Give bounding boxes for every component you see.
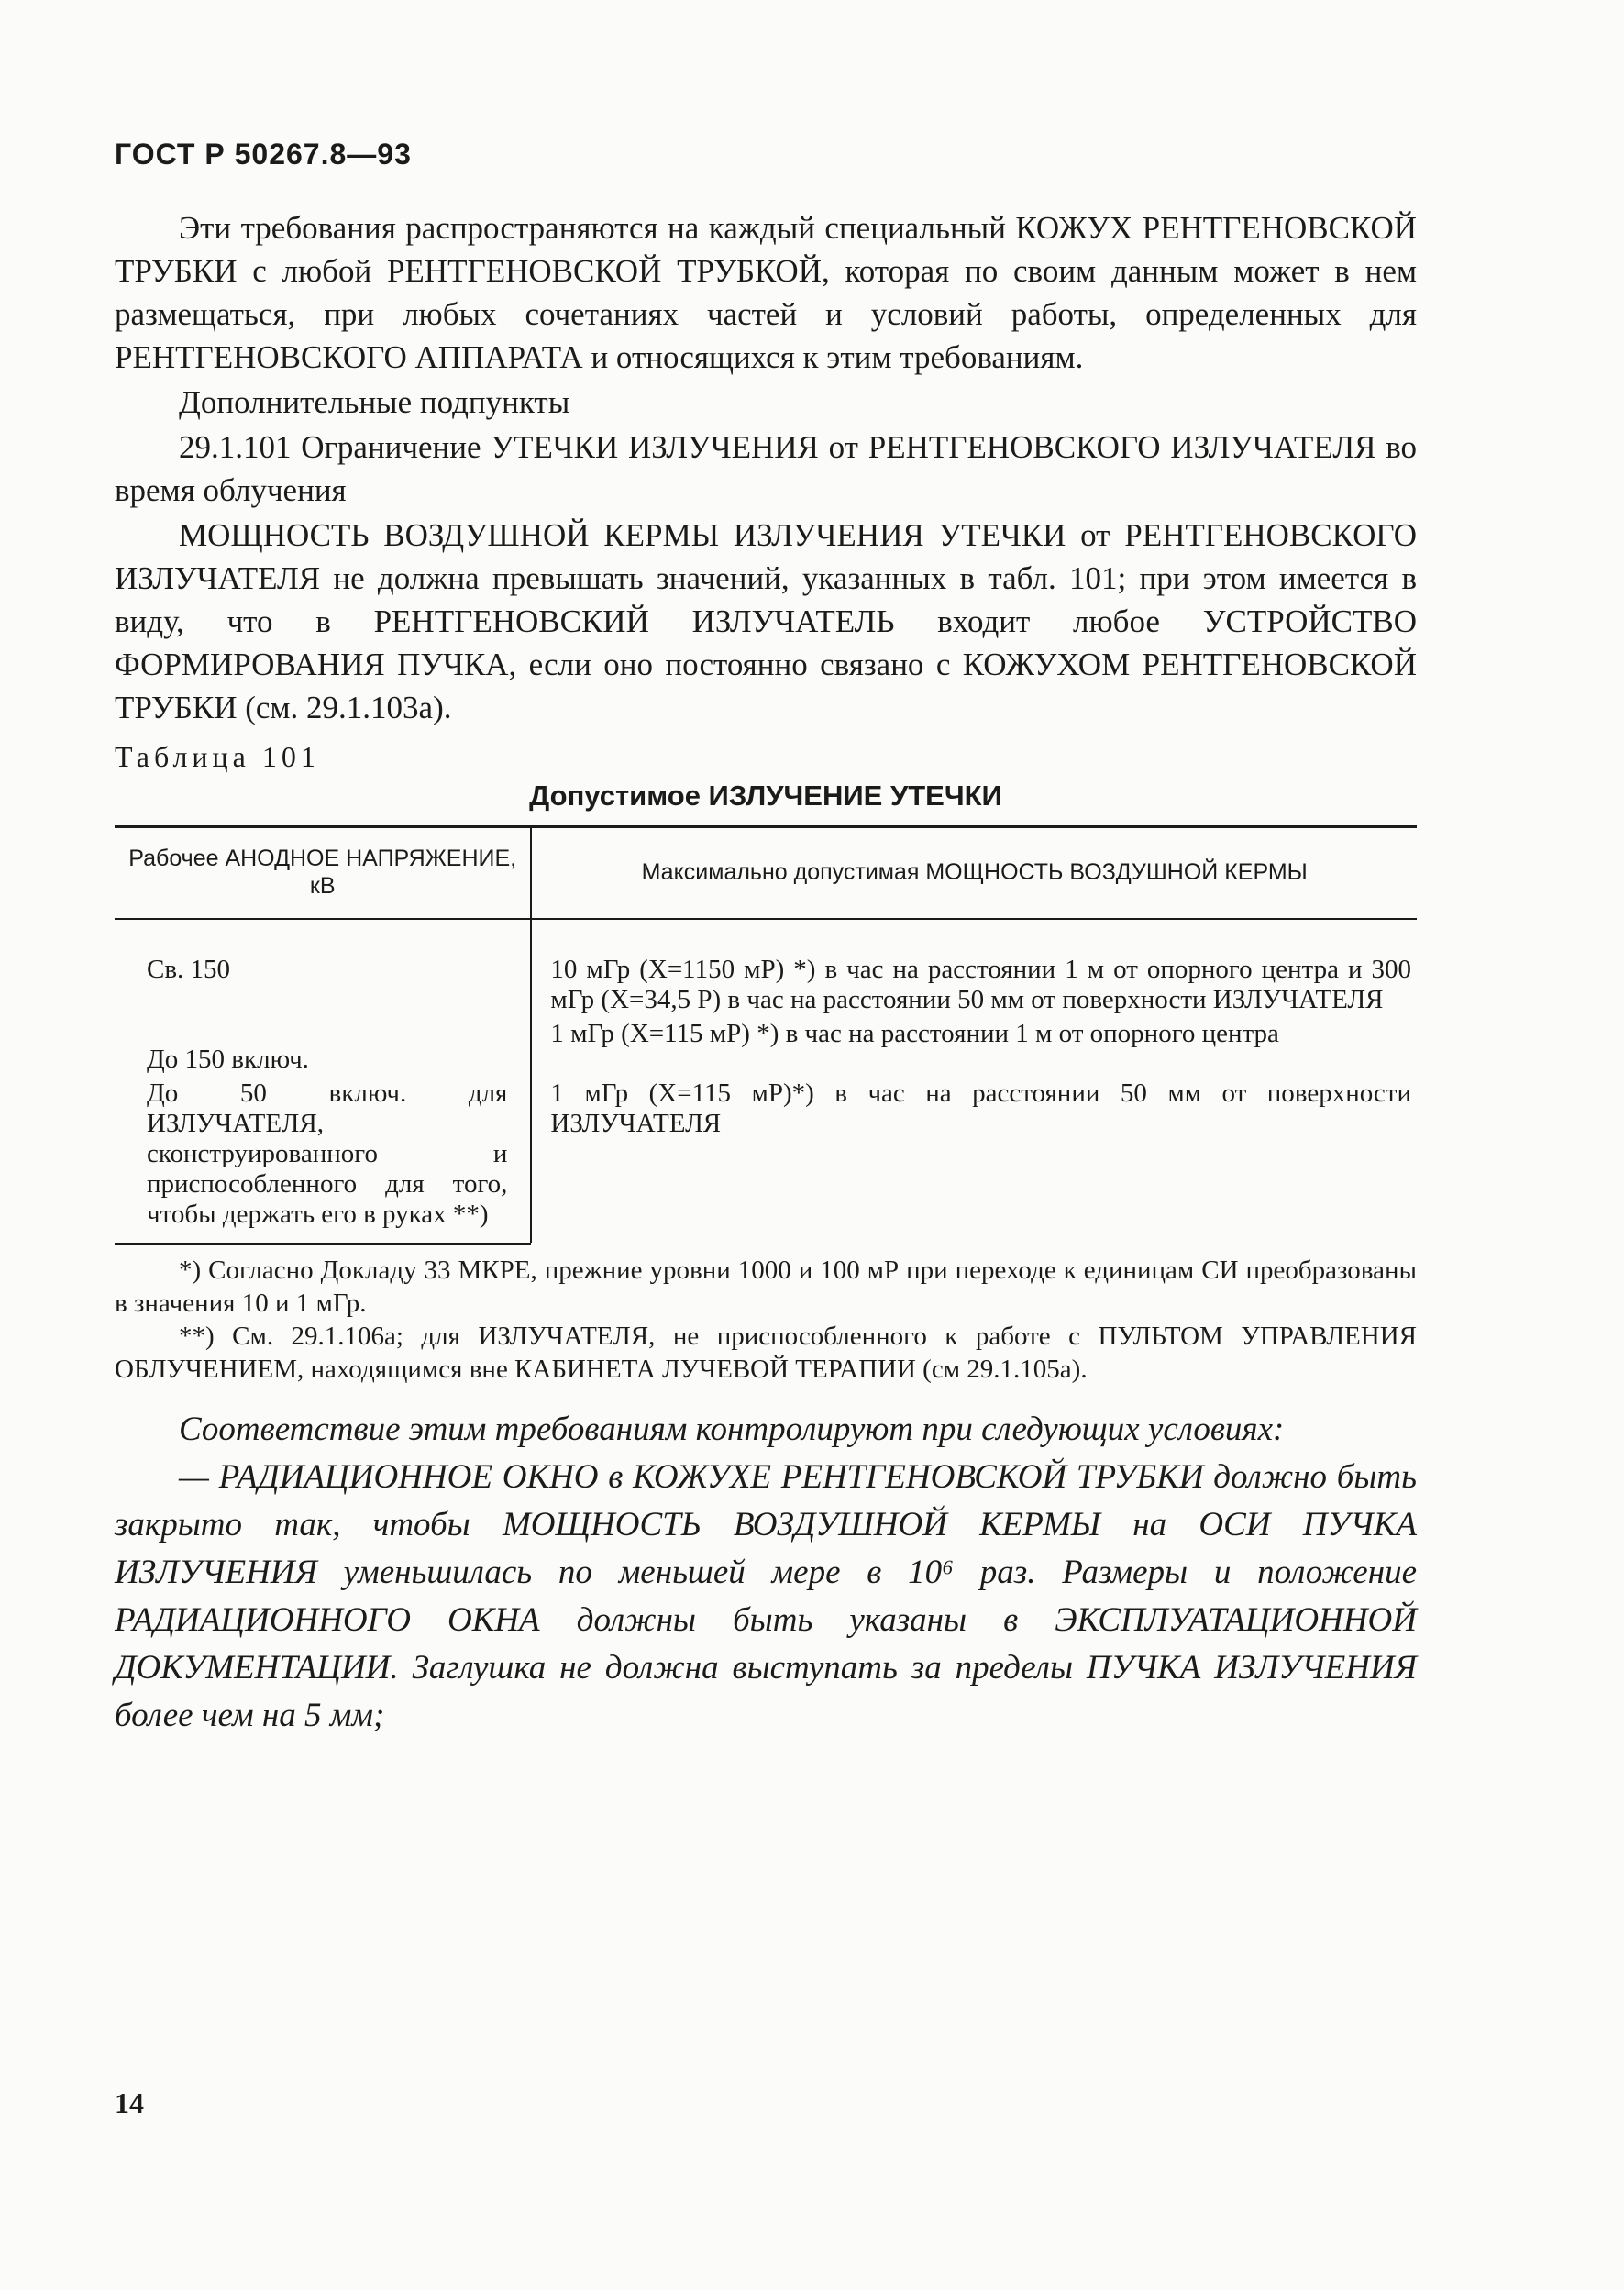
limit-cell: 1 мГр (Х=115 мР)*) в час на расстоянии 50 мм от поверхности ИЗЛУЧАТЕЛЯ bbox=[550, 1079, 1411, 1138]
table-header-row bbox=[115, 827, 1417, 920]
limit-cell: 10 мГр (Х=1150 мР) *) в час на расстоянии 1 м от опорного центра и 300 мГр (Х=34,5 Р) в час на расстоянии 50 мм от поверхности ИЗЛУЧАТЕЛЯ bbox=[550, 955, 1411, 1014]
compliance-item-1: — РАДИАЦИОННОЕ ОКНО в КОЖУХЕ РЕНТГЕНОВСКОЙ ТРУБКИ должно быть закрыто так, чтобы МОЩНОСТЬ ВОЗДУШНОЙ КЕРМЫ на ОСИ ПУЧКА ИЗЛУЧЕНИЯ уменьшилась по меньшей мере в 10⁶ раз. Размеры и положение РАДИАЦИОННОГО ОКНА должны быть указаны в ЭКСПЛУАТАЦИОННОЙ ДОКУМЕНТАЦИИ. Заглушка не должна выступать за пределы ПУЧКА ИЗЛУЧЕНИЯ более чем на 5 мм; bbox=[115, 1458, 1417, 1734]
footnote-1: *) Согласно Докладу 33 МКРЕ, прежние уровни 1000 и 100 мР при переходе к единицам СИ преобразованы в значения 10 и 1 мГр. bbox=[115, 1256, 1417, 1318]
clause-title: 29.1.101 Ограничение УТЕЧКИ ИЗЛУЧЕНИЯ от РЕНТГЕНОВСКОГО ИЗЛУЧАТЕЛЯ во время облучения bbox=[115, 429, 1417, 508]
voltage-cell: До 50 включ. для ИЗЛУЧАТЕЛЯ, сконструированного и приспособленного для того, чтобы держать его в руках **) bbox=[115, 1077, 531, 1243]
voltage-cell: Св. 150 bbox=[115, 919, 531, 1017]
compliance-intro: Соответствие этим требованиям контролируют при следующих условиях: bbox=[179, 1411, 1285, 1448]
leakage-table bbox=[115, 825, 1417, 1243]
footnotes bbox=[115, 1254, 1417, 1386]
table-title: Допустимое ИЗЛУЧЕНИЕ УТЕЧКИ bbox=[529, 780, 1002, 812]
footnote-2: **) См. 29.1.106а; для ИЗЛУЧАТЕЛЯ, не приспособленного к работе с ПУЛЬТОМ УПРАВЛЕНИЯ ОБЛУЧЕНИЕМ, находящимся вне КАБИНЕТА ЛУЧЕВОЙ ТЕРАПИИ (см 29.1.105а). bbox=[115, 1322, 1417, 1384]
clause-body: МОЩНОСТЬ ВОЗДУШНОЙ КЕРМЫ ИЗЛУЧЕНИЯ УТЕЧКИ от РЕНТГЕНОВСКОГО ИЗЛУЧАТЕЛЯ не должна превышать значений, указанных в табл. 101; при этом имеется в виду, что в РЕНТГЕНОВСКИЙ ИЗЛУЧАТЕЛЬ входит любое УСТРОЙСТВО ФОРМИРОВАНИЯ ПУЧКА, если оно постоянно связано с КОЖУХОМ РЕНТГЕНОВСКОЙ ТРУБКИ (см. 29.1.103а). bbox=[115, 517, 1417, 725]
page-number: 14 bbox=[115, 2086, 144, 2119]
table-bottom-rule bbox=[115, 1243, 531, 1245]
table-row bbox=[115, 1017, 1417, 1077]
column-header-voltage: Рабочее АНОДНОЕ НАПРЯЖЕНИЕ, кВ bbox=[115, 827, 531, 920]
subheading: Дополнительные подпункты bbox=[179, 384, 570, 420]
limit-cell: 1 мГр (Х=115 мР) *) в час на расстоянии 1 м от опорного центра bbox=[550, 1019, 1279, 1048]
intro-paragraph: Эти требования распространяются на каждый специальный КОЖУХ РЕНТГЕНОВСКОЙ ТРУБКИ с любой РЕНТГЕНОВСКОЙ ТРУБКОЙ, которая по своим данным может в нем размещаться, при любых сочетаниях частей и условий работы, определенных для РЕНТГЕНОВСКОГО АППАРАТА и относящихся к этим требованиям. bbox=[115, 210, 1417, 375]
table-row bbox=[115, 1077, 1417, 1243]
document-code: ГОСТ Р 50267.8—93 bbox=[115, 138, 412, 171]
column-header-limit: Максимально допустимая МОЩНОСТЬ ВОЗДУШНОЙ КЕРМЫ bbox=[531, 827, 1417, 920]
table-caption: Таблица 101 bbox=[115, 740, 320, 773]
voltage-cell: До 150 включ. bbox=[115, 1017, 531, 1077]
document-page bbox=[115, 138, 1417, 1740]
compliance-section bbox=[115, 1406, 1417, 1740]
table-row bbox=[115, 919, 1417, 1017]
